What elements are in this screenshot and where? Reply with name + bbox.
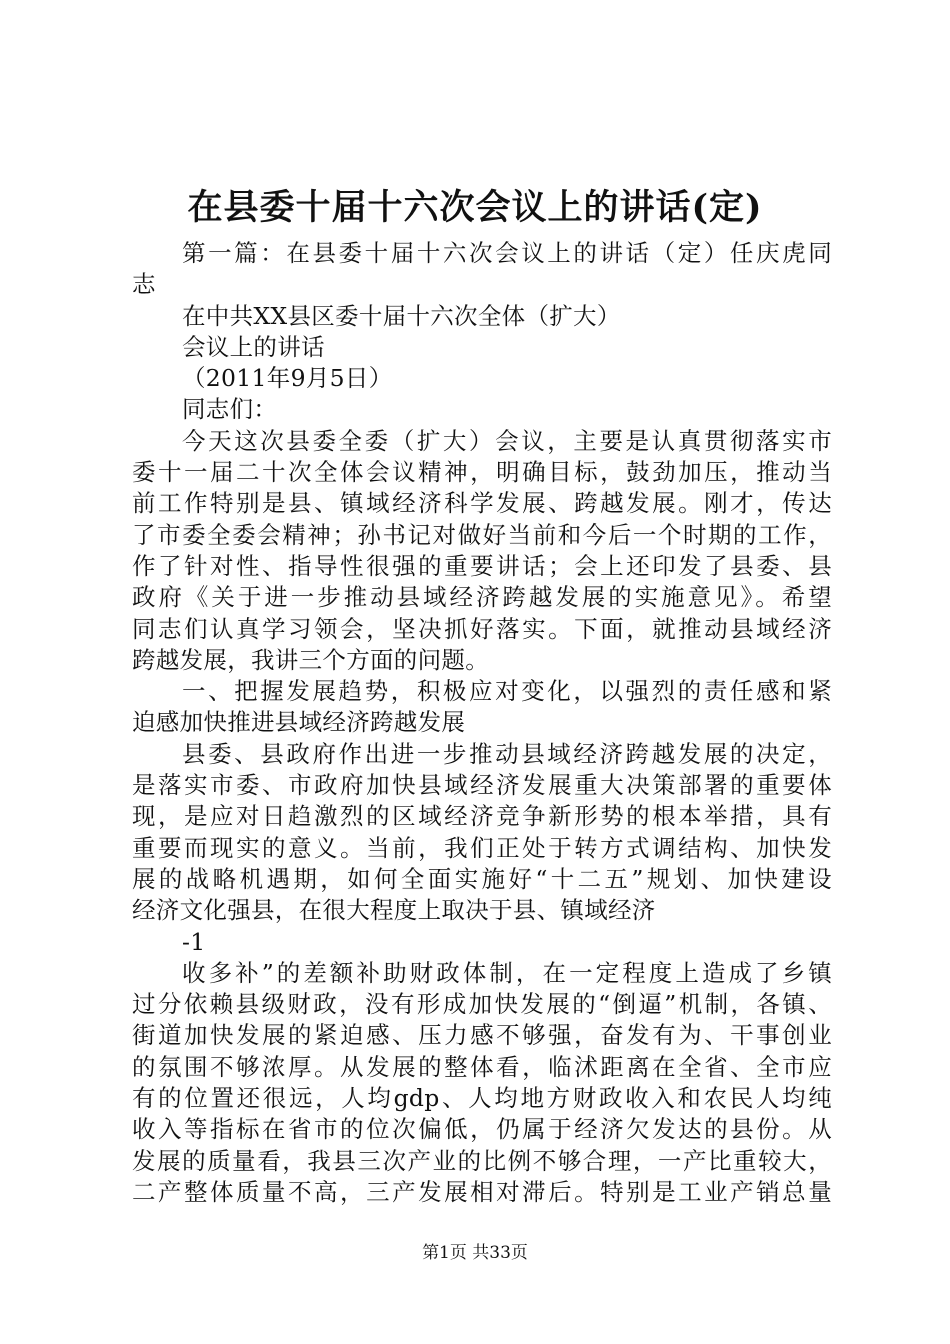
text-line: 的氛围不够浓厚。从发展的整体看，临沭距离在全省、全市应 [132, 1052, 832, 1081]
text-line: 跨越发展，我讲三个方面的问题。 [132, 645, 489, 674]
text-line: 收入等指标在省市的位次偏低，仍属于经济欠发达的县份。从 [132, 1115, 832, 1144]
text-line: 前工作特别是县、镇域经济科学发展、跨越发展。刚才，传达 [132, 489, 832, 518]
text-line: 委十一届二十次全体会议精神，明确目标，鼓劲加压，推动当 [132, 458, 832, 487]
text-line: 县委、县政府作出进一步推动县域经济跨越发展的决定， [182, 739, 832, 768]
document-title: 在县委十届十六次会议上的讲话(定) [187, 187, 763, 228]
document-body [132, 238, 832, 1208]
text-line: 第一篇：在县委十届十六次会议上的讲话（定）任庆虎同 [182, 239, 832, 267]
text-line: 收多补”的差额补助财政体制，在一定程度上造成了乡镇 [182, 958, 832, 987]
text-line: 发展的质量看，我县三次产业的比例不够合理，一产比重较大， [132, 1146, 832, 1175]
text-line: 展的战略机遇期，如何全面实施好“十二五”规划、加快建设 [132, 864, 832, 893]
text-line: 一、把握发展趋势，积极应对变化，以强烈的责任感和紧 [182, 677, 832, 706]
text-line: 了市委全委会精神；孙书记对做好当前和今后一个时期的工作， [132, 520, 832, 549]
text-line: 现，是应对日趋激烈的区域经济竞争新形势的根本举措，具有 [132, 802, 832, 831]
text-line: 二产整体质量不高，三产发展相对滞后。特别是工业产销总量 [132, 1177, 832, 1206]
text-line: 同志们： [182, 395, 278, 424]
text-line: 经济文化强县，在很大程度上取决于县、镇域经济 [132, 896, 656, 925]
text-line: 街道加快发展的紧迫感、压力感不够强，奋发有为、干事创业 [132, 1021, 832, 1050]
text-line: 重要而现实的意义。当前，我们正处于转方式调结构、加快发 [132, 833, 832, 862]
text-line: 今天这次县委全委（扩大）会议，主要是认真贯彻落实市 [182, 426, 832, 455]
page-footer: 第1页 共33页 [422, 1243, 528, 1263]
text-line: 是落实市委、市政府加快县域经济发展重大决策部署的重要体 [132, 771, 832, 800]
text-line: 在中共XX县区委十届十六次全体（扩大） [182, 301, 621, 330]
text-line: 同志们认真学习领会，坚决抓好落实。下面，就推动县域经济 [132, 614, 832, 643]
text-line: 有的位置还很远，人均gdp、人均地方财政收入和农民人均纯 [132, 1084, 832, 1113]
text-line: -1 [182, 927, 206, 956]
text-line: 会议上的讲话 [182, 332, 325, 361]
text-line: 迫感加快推进县域经济跨越发展 [132, 708, 466, 737]
text-line: （2011年9月5日） [182, 364, 393, 393]
text-line: 作了针对性、指导性很强的重要讲话；会上还印发了县委、县 [132, 551, 832, 580]
text-line: 政府《关于进一步推动县域经济跨越发展的实施意见》。希望 [132, 583, 832, 612]
text-line: 志 [132, 270, 156, 299]
text-line: 过分依赖县级财政，没有形成加快发展的“倒逼”机制，各镇、 [132, 990, 832, 1019]
